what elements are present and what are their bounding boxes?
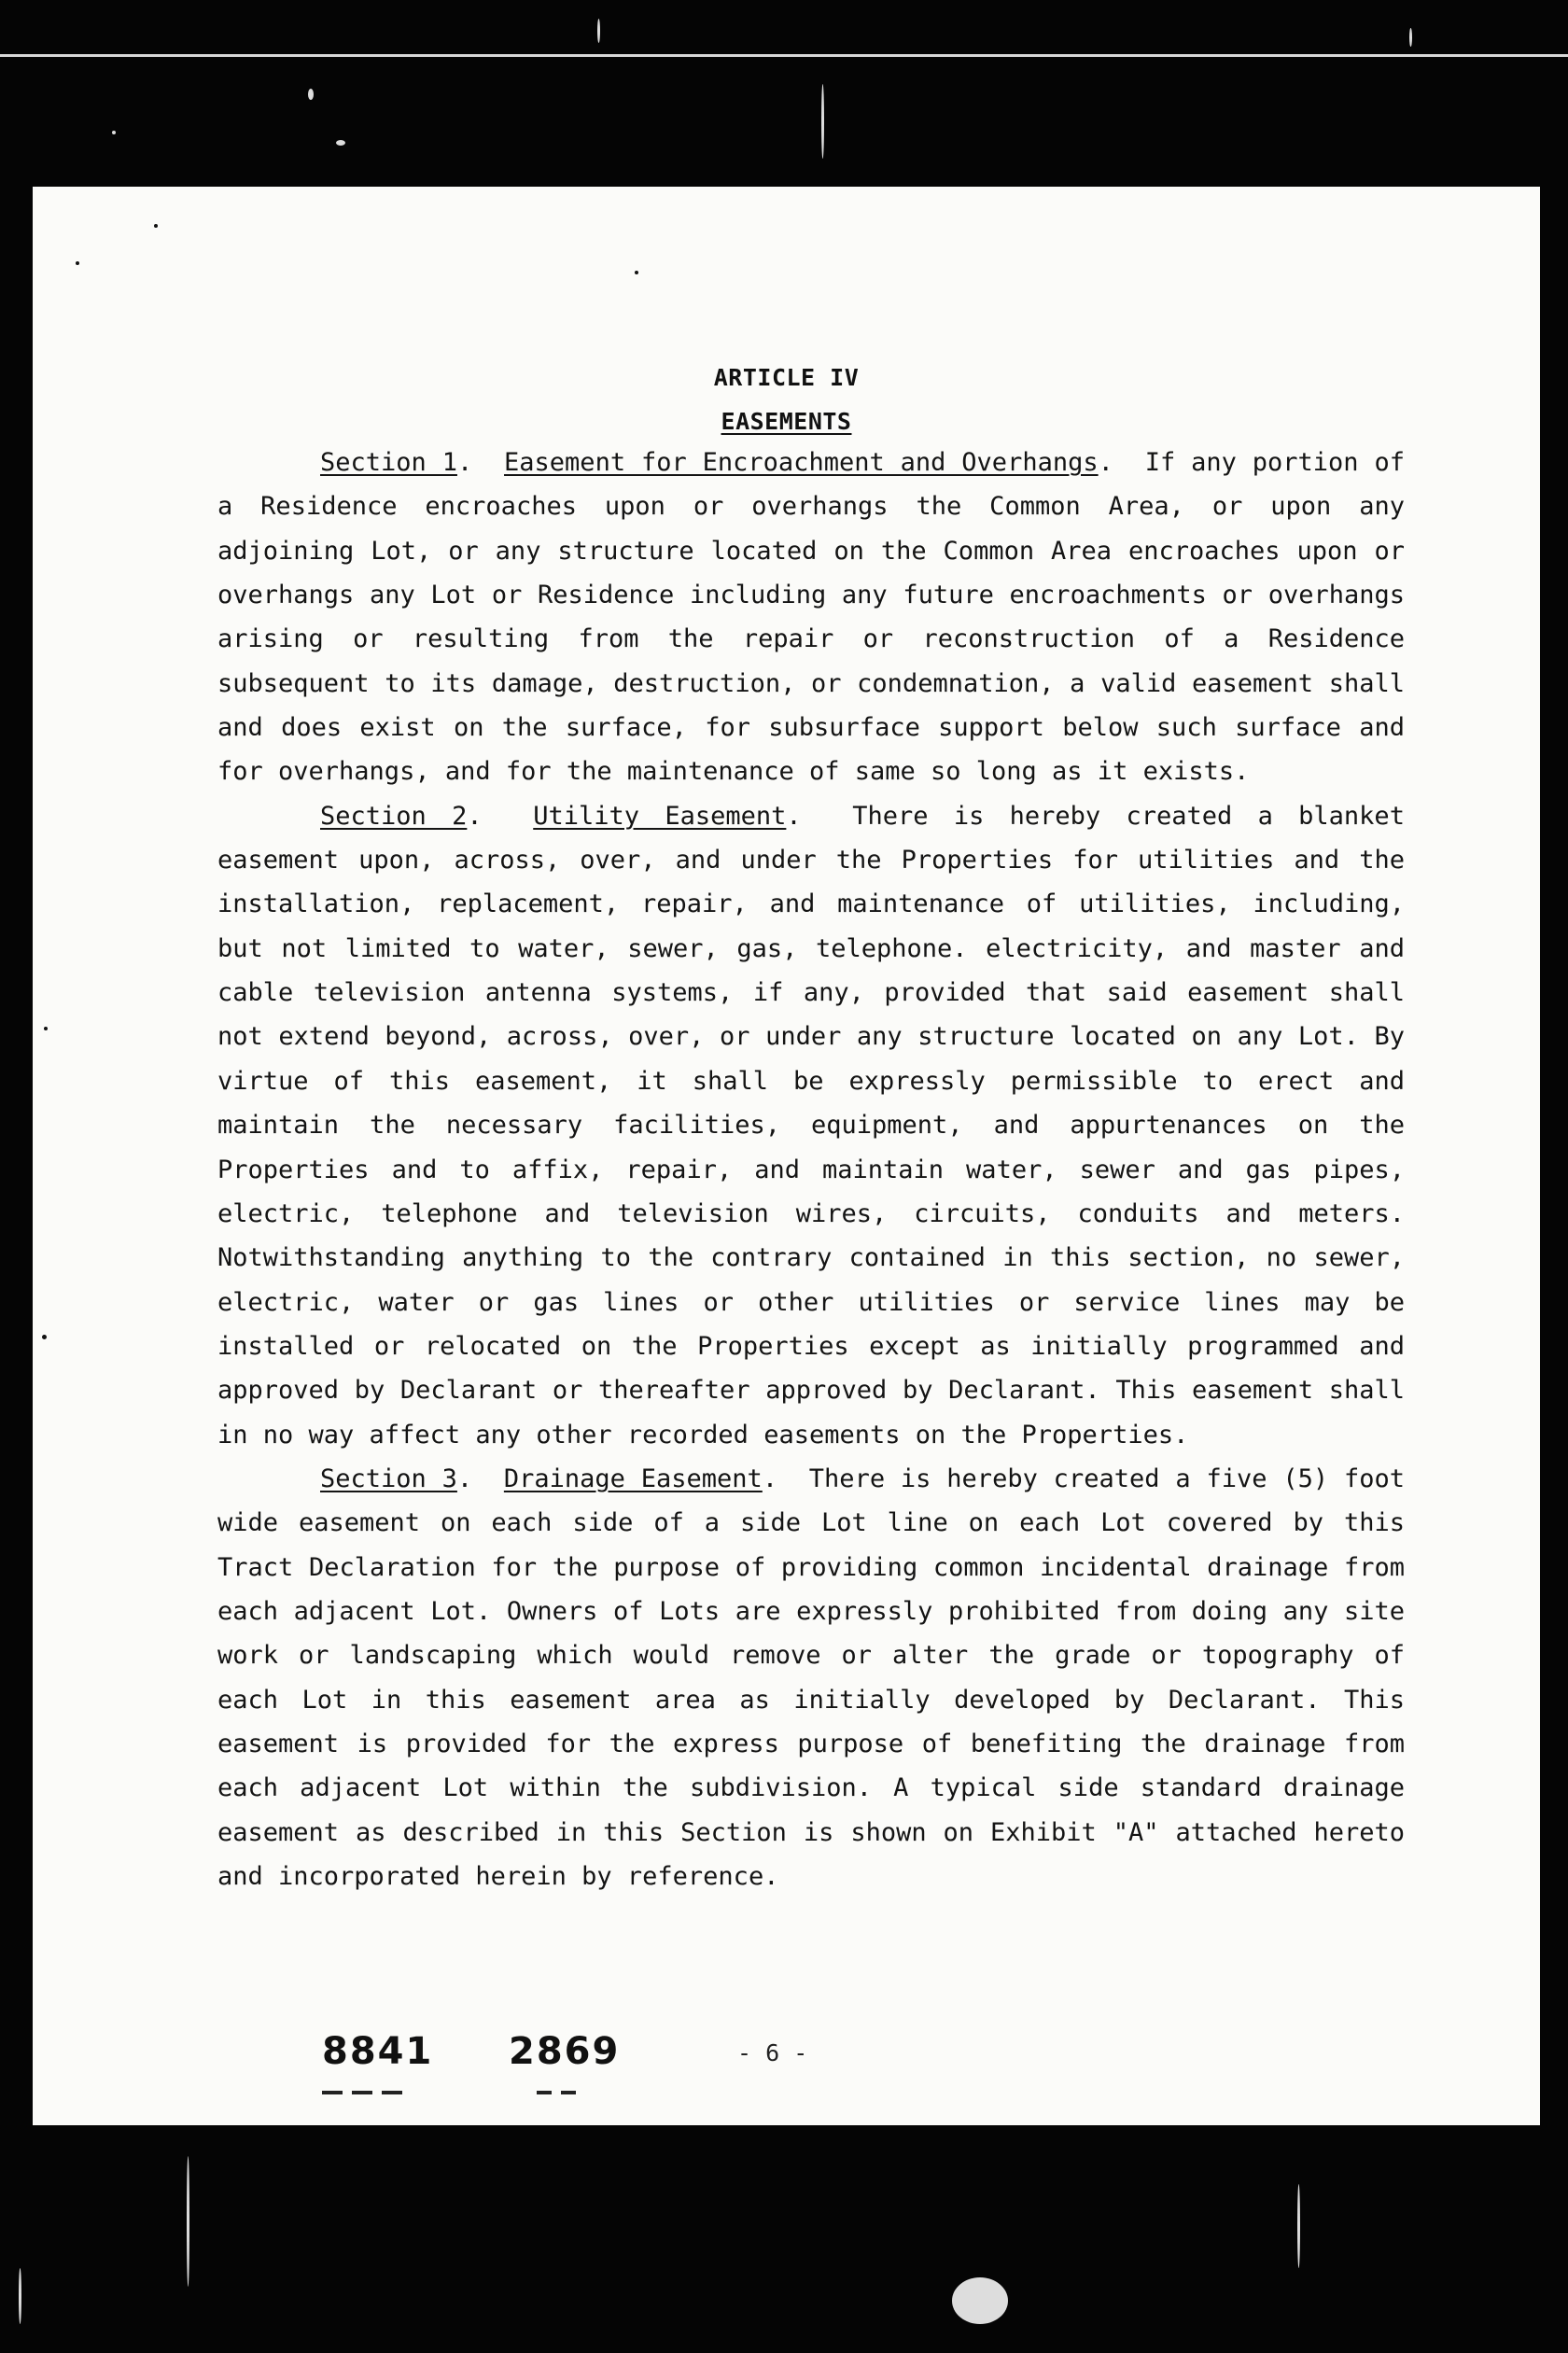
- section-text: There is hereby created a five (5) foot wide easement on each side of a side Lot line on each Lot covered by this Tract Declaration for the purpose of providing common incidental drainage from each adjacent Lot. Owners of Lots are expressly prohibited from doing any site work or landscaping which would remove or alter the grade or topography of each Lot in this easement area as initially developed by Declarant. This easement is provided for the express purpose of benefiting the drainage from each adjacent Lot within the subdivision. A typical side standard drainage easement as described in this Section is shown on Exhibit "A" attached hereto and incorporated herein by reference.: [217, 1464, 1405, 1891]
- section-label: Section 2: [320, 801, 468, 831]
- section-label: Section 3: [320, 1464, 457, 1493]
- page-number: - 6 -: [737, 2039, 808, 2066]
- section-title: Easement for Encroachment and Overhangs: [504, 448, 1099, 477]
- section-title: Utility Easement: [533, 801, 787, 831]
- section-label: Section 1: [320, 448, 457, 477]
- scan-noise-speck: [112, 131, 116, 134]
- page-noise-speck: [635, 271, 638, 274]
- section-paragraph: Section 2. Utility Easement. There is hereby created a blanket easement upon, across, over, and under the Properties for utilities and the installation, replacement, repair, and maintenance of utilities, including, but not limited to water, sewer, gas, telephone. electricity, and master and cable television antenna systems, if any, provided that said easement shall not extend beyond, across, over, or under any structure located on any Lot. By virtue of this easement, it shall be expressly permissible to erect and maintain the necessary facilities, equipment, and appurtenances on the Properties and to affix, repair, and maintain water, sewer and gas pipes, electric, telephone and television wires, circuits, conduits and meters. Notwithstanding anything to the contrary contained in this section, no sewer, electric, water or gas lines or other utilities or service lines may be installed or relocated on the Properties except as initially programmed and approved by Declarant or thereafter approved by Declarant. This easement shall in no way affect any other recorded easements on the Properties.: [217, 801, 1405, 1450]
- section-paragraph: Section 1. Easement for Encroachment and Overhangs. If any portion of a Residence encroaches upon or overhangs the Common Area, or upon any adjoining Lot, or any structure located on the Common Area encroaches upon or overhangs any Lot or Residence including any future encroachments or overhangs arising or resulting from the repair or reconstruction of a Residence subsequent to its damage, destruction, or condemnation, a valid easement shall and does exist on the surface, for subsurface support below such surface and for overhangs, and for the maintenance of same so long as it exists.: [217, 448, 1405, 787]
- scan-noise-speck: [19, 2268, 21, 2324]
- footer-dash-mark: [322, 2091, 343, 2094]
- scan-noise-speck: [952, 2277, 1008, 2324]
- recording-page-reference: 2869: [509, 2030, 621, 2073]
- scan-noise-speck: [1409, 28, 1412, 47]
- footer-dash-mark: [352, 2091, 372, 2094]
- footer-dash-mark: [537, 2091, 552, 2094]
- page-noise-speck: [154, 224, 158, 228]
- footer-dash-mark: [561, 2091, 576, 2094]
- article-subheading: EASEMENTS: [721, 408, 852, 435]
- page-noise-speck: [42, 1335, 47, 1339]
- scan-top-rule: [0, 54, 1568, 57]
- page-noise-speck: [44, 1027, 48, 1030]
- footer-dash-mark: [382, 2091, 402, 2094]
- scan-noise-speck: [308, 89, 314, 100]
- recording-book-number: 8841: [322, 2030, 434, 2073]
- section-text: If any portion of a Residence encroaches upon or overhangs the Common Area, or upon any adjoining Lot, or any structure located on the Common Area encroaches upon or overhangs any Lot or Residence including any future encroachments or overhangs arising or resulting from the repair or reconstruction of a Residence subsequent to its damage, destruction, or condemnation, a valid easement shall and does exist on the surface, for subsurface support below such surface and for overhangs, and for the maintenance of same so long as it exists.: [217, 448, 1405, 787]
- section-text: There is hereby created a blanket easement upon, across, over, and under the Properties for utilities and the installation, replacement, repair, and maintenance of utilities, including, but not limited to water, sewer, gas, telephone. electricity, and master and cable television antenna systems, if any, provided that said easement shall not extend beyond, across, over, or under any structure located on any Lot. By virtue of this easement, it shall be expressly permissible to erect and maintain the necessary facilities, equipment, and appurtenances on the Properties and to affix, repair, and maintain water, sewer and gas pipes, electric, telephone and television wires, circuits, conduits and meters. Notwithstanding anything to the contrary contained in this section, no sewer, electric, water or gas lines or other utilities or service lines may be installed or relocated on the Properties except as initially programmed and approved by Declarant or thereafter approved by Declarant. This easement shall in no way affect any other recorded easements on the Properties.: [217, 801, 1405, 1450]
- scan-noise-speck: [1297, 2184, 1300, 2268]
- scan-noise-speck: [336, 140, 345, 146]
- page-noise-speck: [76, 261, 79, 265]
- scan-noise-speck: [597, 19, 600, 43]
- section-paragraph: Section 3. Drainage Easement. There is hereby created a five (5) foot wide easement on each side of a side Lot line on each Lot covered by this Tract Declaration for the purpose of providing common incidental drainage from each adjacent Lot. Owners of Lots are expressly prohibited from doing any site work or landscaping which would remove or alter the grade or topography of each Lot in this easement area as initially developed by Declarant. This easement is provided for the express purpose of benefiting the drainage from each adjacent Lot within the subdivision. A typical side standard drainage easement as described in this Section is shown on Exhibit "A" attached hereto and incorporated herein by reference.: [217, 1464, 1405, 1891]
- scan-noise-speck: [187, 2156, 189, 2287]
- section-title: Drainage Easement: [503, 1464, 763, 1493]
- document-page: [33, 187, 1540, 2125]
- scan-noise-speck: [821, 84, 824, 159]
- article-heading: ARTICLE IV: [713, 364, 860, 391]
- document-body: [217, 441, 1405, 1898]
